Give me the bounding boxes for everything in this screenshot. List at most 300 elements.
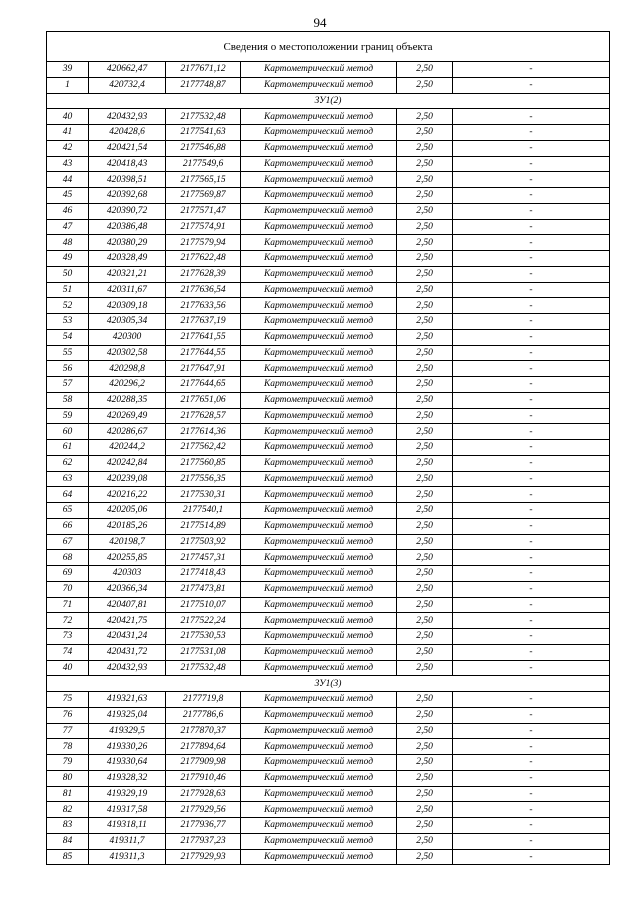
method-cell: Картометрический метод [241,581,397,597]
accuracy-cell: 2,50 [397,786,453,802]
point-number-cell: 65 [47,503,89,519]
method-cell: Картометрический метод [241,62,397,78]
method-cell: Картометрический метод [241,566,397,582]
point-number-cell: 83 [47,818,89,834]
table-row [47,802,610,818]
accuracy-cell: 2,50 [397,723,453,739]
method-cell: Картометрический метод [241,487,397,503]
x-coordinate-cell: 420216,22 [89,487,166,503]
table-title-row [47,32,610,62]
point-number-cell: 47 [47,219,89,235]
accuracy-cell: 2,50 [397,471,453,487]
x-coordinate-cell: 420239,08 [89,471,166,487]
point-number-cell: 53 [47,314,89,330]
method-cell: Картометрический метод [241,109,397,125]
y-coordinate-cell: 2177541,63 [166,125,241,141]
y-coordinate-cell: 2177457,31 [166,550,241,566]
method-cell: Картометрический метод [241,660,397,676]
table-row [47,266,610,282]
y-coordinate-cell: 2177936,77 [166,818,241,834]
point-number-cell: 49 [47,251,89,267]
method-cell: Картометрический метод [241,440,397,456]
point-number-cell: 77 [47,723,89,739]
table-row [47,188,610,204]
y-coordinate-cell: 2177532,48 [166,109,241,125]
method-cell: Картометрический метод [241,739,397,755]
y-coordinate-cell: 2177909,98 [166,755,241,771]
table-row [47,455,610,471]
method-cell: Картометрический метод [241,518,397,534]
table-row [47,298,610,314]
table-row [47,345,610,361]
x-coordinate-cell: 420432,93 [89,660,166,676]
x-coordinate-cell: 420321,21 [89,266,166,282]
x-coordinate-cell: 420428,6 [89,125,166,141]
table-row [47,534,610,550]
x-coordinate-cell: 419325,04 [89,707,166,723]
section-header-row [47,676,610,692]
accuracy-cell: 2,50 [397,566,453,582]
point-number-cell: 50 [47,266,89,282]
y-coordinate-cell: 2177870,37 [166,723,241,739]
table-row [47,692,610,708]
x-coordinate-cell: 420418,43 [89,156,166,172]
description-cell: - [453,440,610,456]
table-row [47,392,610,408]
table-row [47,770,610,786]
section-label: ЗУ1(2) [47,93,610,109]
accuracy-cell: 2,50 [397,581,453,597]
description-cell: - [453,377,610,393]
description-cell: - [453,550,610,566]
table-row [47,597,610,613]
description-cell: - [453,361,610,377]
method-cell: Картометрический метод [241,314,397,330]
accuracy-cell: 2,50 [397,408,453,424]
accuracy-cell: 2,50 [397,361,453,377]
x-coordinate-cell: 419330,26 [89,739,166,755]
x-coordinate-cell: 420244,2 [89,440,166,456]
x-coordinate-cell: 419317,58 [89,802,166,818]
method-cell: Картометрический метод [241,329,397,345]
table-row [47,581,610,597]
description-cell: - [453,534,610,550]
description-cell: - [453,487,610,503]
description-cell: - [453,739,610,755]
table-row [47,518,610,534]
description-cell: - [453,833,610,849]
point-number-cell: 1 [47,77,89,93]
point-number-cell: 43 [47,156,89,172]
method-cell: Картометрический метод [241,629,397,645]
description-cell: - [453,786,610,802]
description-cell: - [453,770,610,786]
method-cell: Картометрический метод [241,644,397,660]
y-coordinate-cell: 2177633,56 [166,298,241,314]
point-number-cell: 73 [47,629,89,645]
x-coordinate-cell: 419311,7 [89,833,166,849]
accuracy-cell: 2,50 [397,755,453,771]
y-coordinate-cell: 2177894,64 [166,739,241,755]
x-coordinate-cell: 420431,72 [89,644,166,660]
x-coordinate-cell: 419330,64 [89,755,166,771]
accuracy-cell: 2,50 [397,125,453,141]
table-row [47,613,610,629]
description-cell: - [453,408,610,424]
x-coordinate-cell: 420421,75 [89,613,166,629]
y-coordinate-cell: 2177514,89 [166,518,241,534]
accuracy-cell: 2,50 [397,298,453,314]
description-cell: - [453,314,610,330]
point-number-cell: 48 [47,235,89,251]
table-row [47,440,610,456]
point-number-cell: 68 [47,550,89,566]
table-row [47,62,610,78]
table-row [47,282,610,298]
point-number-cell: 82 [47,802,89,818]
point-number-cell: 60 [47,424,89,440]
accuracy-cell: 2,50 [397,314,453,330]
table-row [47,361,610,377]
point-number-cell: 42 [47,140,89,156]
table-row [47,251,610,267]
x-coordinate-cell: 419329,5 [89,723,166,739]
table-row [47,818,610,834]
accuracy-cell: 2,50 [397,329,453,345]
description-cell: - [453,692,610,708]
method-cell: Картометрический метод [241,282,397,298]
method-cell: Картометрический метод [241,786,397,802]
description-cell: - [453,471,610,487]
x-coordinate-cell: 420298,8 [89,361,166,377]
accuracy-cell: 2,50 [397,833,453,849]
description-cell: - [453,329,610,345]
accuracy-cell: 2,50 [397,692,453,708]
table-row [47,755,610,771]
point-number-cell: 70 [47,581,89,597]
table-row [47,329,610,345]
method-cell: Картометрический метод [241,408,397,424]
point-number-cell: 80 [47,770,89,786]
y-coordinate-cell: 2177644,55 [166,345,241,361]
method-cell: Картометрический метод [241,219,397,235]
point-number-cell: 64 [47,487,89,503]
y-coordinate-cell: 2177622,48 [166,251,241,267]
y-coordinate-cell: 2177473,81 [166,581,241,597]
x-coordinate-cell: 420311,67 [89,282,166,298]
y-coordinate-cell: 2177929,93 [166,849,241,865]
point-number-cell: 56 [47,361,89,377]
x-coordinate-cell: 420185,26 [89,518,166,534]
x-coordinate-cell: 420662,47 [89,62,166,78]
y-coordinate-cell: 2177628,39 [166,266,241,282]
accuracy-cell: 2,50 [397,660,453,676]
method-cell: Картометрический метод [241,471,397,487]
description-cell: - [453,818,610,834]
method-cell: Картометрический метод [241,235,397,251]
point-number-cell: 58 [47,392,89,408]
table-row [47,125,610,141]
x-coordinate-cell: 420398,51 [89,172,166,188]
y-coordinate-cell: 2177574,91 [166,219,241,235]
x-coordinate-cell: 419311,3 [89,849,166,865]
method-cell: Картометрический метод [241,755,397,771]
accuracy-cell: 2,50 [397,613,453,629]
table-row [47,849,610,865]
method-cell: Картометрический метод [241,723,397,739]
table-row [47,314,610,330]
y-coordinate-cell: 2177418,43 [166,566,241,582]
table-row [47,723,610,739]
y-coordinate-cell: 2177937,23 [166,833,241,849]
description-cell: - [453,660,610,676]
x-coordinate-cell: 420390,72 [89,203,166,219]
accuracy-cell: 2,50 [397,156,453,172]
description-cell: - [453,109,610,125]
y-coordinate-cell: 2177628,57 [166,408,241,424]
accuracy-cell: 2,50 [397,802,453,818]
description-cell: - [453,802,610,818]
y-coordinate-cell: 2177641,55 [166,329,241,345]
table-row [47,786,610,802]
x-coordinate-cell: 420288,35 [89,392,166,408]
y-coordinate-cell: 2177910,46 [166,770,241,786]
y-coordinate-cell: 2177644,65 [166,377,241,393]
accuracy-cell: 2,50 [397,629,453,645]
y-coordinate-cell: 2177540,1 [166,503,241,519]
point-number-cell: 51 [47,282,89,298]
y-coordinate-cell: 2177786,6 [166,707,241,723]
accuracy-cell: 2,50 [397,172,453,188]
table-row [47,644,610,660]
page-number: 94 [313,15,327,30]
accuracy-cell: 2,50 [397,707,453,723]
accuracy-cell: 2,50 [397,849,453,865]
point-number-cell: 85 [47,849,89,865]
x-coordinate-cell: 420380,29 [89,235,166,251]
method-cell: Картометрический метод [241,770,397,786]
description-cell: - [453,77,610,93]
table-row [47,487,610,503]
table-row [47,660,610,676]
description-cell: - [453,219,610,235]
method-cell: Картометрический метод [241,833,397,849]
method-cell: Картометрический метод [241,455,397,471]
description-cell: - [453,424,610,440]
y-coordinate-cell: 2177503,92 [166,534,241,550]
description-cell: - [453,723,610,739]
accuracy-cell: 2,50 [397,62,453,78]
description-cell: - [453,235,610,251]
table-row [47,377,610,393]
x-coordinate-cell: 420386,48 [89,219,166,235]
point-number-cell: 61 [47,440,89,456]
description-cell: - [453,707,610,723]
accuracy-cell: 2,50 [397,503,453,519]
table-row [47,219,610,235]
point-number-cell: 44 [47,172,89,188]
y-coordinate-cell: 2177929,56 [166,802,241,818]
point-number-cell: 66 [47,518,89,534]
description-cell: - [453,597,610,613]
y-coordinate-cell: 2177651,06 [166,392,241,408]
point-number-cell: 46 [47,203,89,219]
y-coordinate-cell: 2177569,87 [166,188,241,204]
method-cell: Картометрический метод [241,345,397,361]
x-coordinate-cell: 419329,19 [89,786,166,802]
x-coordinate-cell: 420309,18 [89,298,166,314]
point-number-cell: 39 [47,62,89,78]
y-coordinate-cell: 2177636,54 [166,282,241,298]
accuracy-cell: 2,50 [397,487,453,503]
method-cell: Картометрический метод [241,692,397,708]
point-number-cell: 75 [47,692,89,708]
y-coordinate-cell: 2177748,87 [166,77,241,93]
description-cell: - [453,266,610,282]
accuracy-cell: 2,50 [397,424,453,440]
table-row [47,471,610,487]
table-row [47,566,610,582]
accuracy-cell: 2,50 [397,440,453,456]
point-number-cell: 40 [47,109,89,125]
x-coordinate-cell: 419318,11 [89,818,166,834]
table-row [47,739,610,755]
method-cell: Картометрический метод [241,77,397,93]
description-cell: - [453,62,610,78]
method-cell: Картометрический метод [241,802,397,818]
x-coordinate-cell: 420392,68 [89,188,166,204]
accuracy-cell: 2,50 [397,109,453,125]
method-cell: Картометрический метод [241,707,397,723]
accuracy-cell: 2,50 [397,345,453,361]
table-row [47,156,610,172]
point-number-cell: 41 [47,125,89,141]
accuracy-cell: 2,50 [397,251,453,267]
description-cell: - [453,188,610,204]
y-coordinate-cell: 2177532,48 [166,660,241,676]
accuracy-cell: 2,50 [397,597,453,613]
point-number-cell: 40 [47,660,89,676]
point-number-cell: 76 [47,707,89,723]
accuracy-cell: 2,50 [397,392,453,408]
description-cell: - [453,581,610,597]
description-cell: - [453,518,610,534]
accuracy-cell: 2,50 [397,534,453,550]
description-cell: - [453,125,610,141]
description-cell: - [453,566,610,582]
x-coordinate-cell: 419328,32 [89,770,166,786]
point-number-cell: 59 [47,408,89,424]
y-coordinate-cell: 2177530,53 [166,629,241,645]
x-coordinate-cell: 420328,49 [89,251,166,267]
point-number-cell: 81 [47,786,89,802]
method-cell: Картометрический метод [241,203,397,219]
method-cell: Картометрический метод [241,377,397,393]
method-cell: Картометрический метод [241,392,397,408]
y-coordinate-cell: 2177546,88 [166,140,241,156]
table-row [47,77,610,93]
point-number-cell: 71 [47,597,89,613]
method-cell: Картометрический метод [241,818,397,834]
method-cell: Картометрический метод [241,361,397,377]
accuracy-cell: 2,50 [397,77,453,93]
table-row [47,172,610,188]
table-row [47,408,610,424]
x-coordinate-cell: 419321,63 [89,692,166,708]
point-number-cell: 62 [47,455,89,471]
method-cell: Картометрический метод [241,424,397,440]
accuracy-cell: 2,50 [397,550,453,566]
x-coordinate-cell: 420296,2 [89,377,166,393]
x-coordinate-cell: 420732,4 [89,77,166,93]
x-coordinate-cell: 420302,58 [89,345,166,361]
point-number-cell: 79 [47,755,89,771]
table-row [47,235,610,251]
accuracy-cell: 2,50 [397,818,453,834]
method-cell: Картометрический метод [241,503,397,519]
table-row [47,503,610,519]
description-cell: - [453,345,610,361]
y-coordinate-cell: 2177522,24 [166,613,241,629]
y-coordinate-cell: 2177579,94 [166,235,241,251]
y-coordinate-cell: 2177637,19 [166,314,241,330]
accuracy-cell: 2,50 [397,644,453,660]
boundary-coordinates-table [46,31,610,865]
method-cell: Картометрический метод [241,140,397,156]
x-coordinate-cell: 420407,81 [89,597,166,613]
point-number-cell: 55 [47,345,89,361]
method-cell: Картометрический метод [241,125,397,141]
method-cell: Картометрический метод [241,298,397,314]
x-coordinate-cell: 420421,54 [89,140,166,156]
description-cell: - [453,203,610,219]
point-number-cell: 72 [47,613,89,629]
x-coordinate-cell: 420286,67 [89,424,166,440]
y-coordinate-cell: 2177671,12 [166,62,241,78]
point-number-cell: 74 [47,644,89,660]
description-cell: - [453,156,610,172]
accuracy-cell: 2,50 [397,518,453,534]
accuracy-cell: 2,50 [397,188,453,204]
x-coordinate-cell: 420269,49 [89,408,166,424]
point-number-cell: 45 [47,188,89,204]
point-number-cell: 57 [47,377,89,393]
table-row [47,203,610,219]
accuracy-cell: 2,50 [397,235,453,251]
table-row [47,424,610,440]
point-number-cell: 54 [47,329,89,345]
y-coordinate-cell: 2177571,47 [166,203,241,219]
y-coordinate-cell: 2177530,31 [166,487,241,503]
description-cell: - [453,140,610,156]
point-number-cell: 67 [47,534,89,550]
x-coordinate-cell: 420305,34 [89,314,166,330]
method-cell: Картометрический метод [241,251,397,267]
table-row [47,109,610,125]
y-coordinate-cell: 2177549,6 [166,156,241,172]
table-title: Сведения о местоположении границ объекта [47,32,610,62]
method-cell: Картометрический метод [241,534,397,550]
description-cell: - [453,455,610,471]
y-coordinate-cell: 2177614,36 [166,424,241,440]
section-header-row [47,93,610,109]
point-number-cell: 69 [47,566,89,582]
x-coordinate-cell: 420205,06 [89,503,166,519]
description-cell: - [453,629,610,645]
point-number-cell: 52 [47,298,89,314]
point-number-cell: 78 [47,739,89,755]
accuracy-cell: 2,50 [397,739,453,755]
